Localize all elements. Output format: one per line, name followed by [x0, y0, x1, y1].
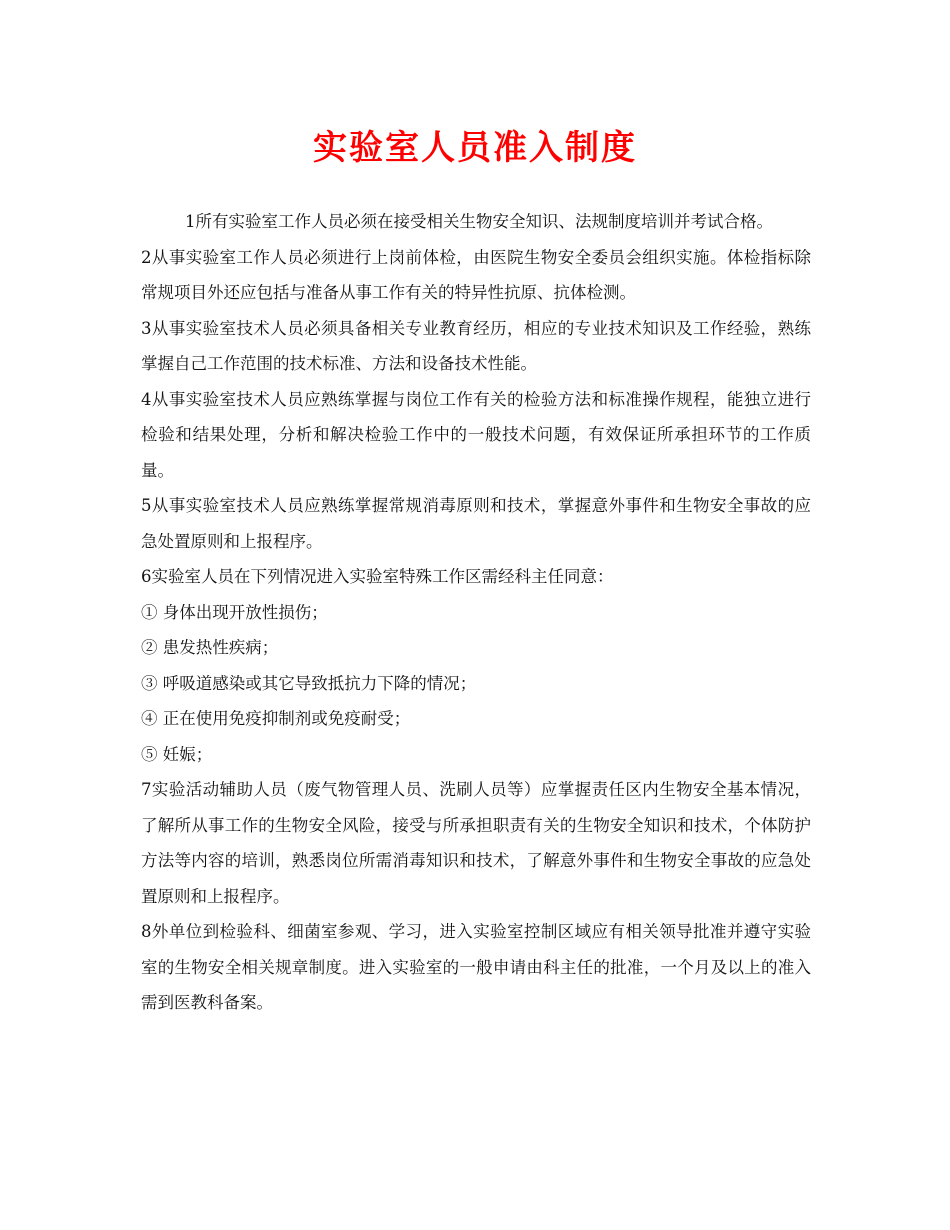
paragraph-3: 3从事实验室技术人员必须具备相关专业教育经历，相应的专业技术知识及工作经验，熟练掌握自己工作范围的技术标准、方法和设备技术性能。	[141, 318, 811, 373]
list-item-1: ① 身体出现开放性损伤；	[141, 602, 328, 622]
paragraph-6: 6实验室人员在下列情况进入实验室特殊工作区需经科主任同意：	[141, 567, 614, 586]
paragraph-7: 7实验活动辅助人员（废气物管理人员、洗刷人员等）应掌握责任区内生物安全基本情况，了解所从事工作的生物安全风险，接受与所承担职责有关的生物安全知识和技术，个体防护方法等内容的培训，熟悉岗位所需消毒知识和技术，了解意外事件和生物安全事故的应急处置原则和上报程序。	[141, 780, 811, 906]
paragraph-5: 5从事实验室技术人员应熟练掌握常规消毒原则和技术，掌握意外事件和生物安全事故的应急处置原则和上报程序。	[141, 496, 811, 551]
list-item-5: ⑤ 妊娠；	[141, 744, 213, 764]
list-item-2: ② 患发热性疾病；	[141, 638, 279, 657]
paragraph-8: 8外单位到检验科、细菌室参观、学习，进入实验室控制区域应有相关领导批准并遵守实验室的生物安全相关规章制度。进入实验室的一般申请由科主任的批准，一个月及以上的准入需到医教科备案。	[141, 922, 811, 1012]
paragraph-1: 1所有实验室工作人员必须在接受相关生物安全知识、法规制度培训并考试合格。	[185, 212, 773, 231]
list-item-4: ④ 正在使用免疫抑制剂或免疫耐受；	[141, 709, 411, 728]
document-body	[141, 204, 811, 1021]
paragraph-4: 4从事实验室技术人员应熟练掌握与岗位工作有关的检验方法和标准操作规程，能独立进行检验和结果处理，分析和解决检验工作中的一般技术问题，有效保证所承担环节的工作质量。	[141, 389, 811, 480]
paragraph-2: 2从事实验室工作人员必须进行上岗前体检，由医院生物安全委员会组织实施。体检指标除常规项目外还应包括与准备从事工作有关的特异性抗原、抗体检测。	[141, 247, 811, 302]
document-title: 实验室人员准入制度	[313, 128, 637, 168]
list-item-3: ③ 呼吸道感染或其它导致抵抗力下降的情况；	[141, 673, 477, 693]
